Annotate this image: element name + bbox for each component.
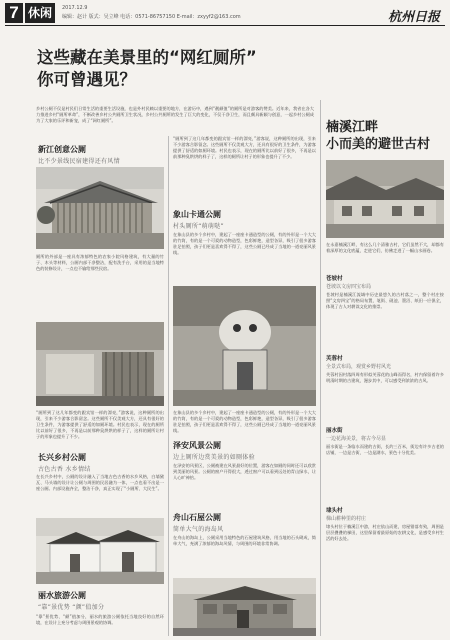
right-sub2-text: 芙蓉村因村落四周有形似芙蓉花的山峰而得名，村内保留着许多明清时期的古建筑，漫步其中，可以感受到浓浓的古风。: [326, 372, 444, 384]
photo-xiangshan: [173, 286, 316, 406]
paper-name: 杭州日报: [387, 10, 440, 25]
page-headline: [37, 47, 437, 91]
section-title-xinjiang: 新江创意公厕: [38, 145, 86, 154]
right-headline: [326, 119, 444, 153]
column-divider-2: [320, 100, 321, 636]
lishui-text: “靠”景优势、“颜”值加分，丽水的旅游公厕依托当地良好的自然环境，在设计上充分考虑与周围景观的协调。: [36, 614, 164, 626]
section-subtitle-xiangshan: 村头厕所“萌萌哒”: [173, 223, 224, 230]
photo-xinjiang-interior: [36, 322, 164, 406]
xinjiang-text-2: “厕所到了这几年都变的跟宾馆一样的漂亮，”游客说，这种厕所的出现，引来不少游客合影留念。这些厕所不仅美观大方，还具有很好的卫生条件，为游客提供了舒适的如厕环境。村民也表示，现在的厕所比以前好了很多，不再是以前那种臭烘烘的样子了，这样的厕所让村子的形象也提升了不少。: [36, 410, 164, 440]
headline-line-1: 这些藏在美景里的“网红厕所”: [37, 48, 257, 67]
right-sub1-subtitle: 苍坡以文房四宝布局: [326, 284, 372, 290]
mid-continued-text: “厕所到了这几年都变的跟宾馆一样的漂亮，”游客说，这种厕所的出现，引来不少游客合影留念。这些厕所不仅美观大方，还具有很好的卫生条件，为游客提供了舒适的如厕环境。村民也表示，现在的厕所比以前好了很多，不再是以前那种臭烘烘的样子了，这样的厕所让村子的形象也提升了不少。: [173, 136, 316, 160]
editor-info: 编辑：赵计 版式：吴立峰 电话：0571-86757150 E-mail：zxyyf2@163.com: [62, 14, 241, 20]
right-sub1-text: 苍坡村是楠溪江流域中历史最悠久的古村落之一，整个村庄按照“文房四宝”的格局布置，笔街、砚池、墨沼、纸田一应俱全，体现了古人对耕读文化的推崇。: [326, 292, 444, 310]
zeanpai-text: 在泽安的风景区，公厕被建在风景最好的位置，游客在如厕的同时还可以欣赏到美丽的风景。公厕的窗户开得很大，透过窗户可以看到远处的青山绿水，让人心旷神怡。: [173, 463, 316, 481]
section-subtitle-lishui: “靠”景优势 “颜”值加分: [38, 604, 105, 611]
right-sub4-text: 埭头村位于楠溪江中游，村庄依山而建，房屋错落有致，周围是层层叠叠的梯田，这里保留着最原始的农耕文化，是感受乡村生活的好去处。: [326, 524, 444, 542]
xiangshan-text: 在象山县的多个乡村中，建起了一座座卡通造型的公厕，有的外形是一个大大的竹筒，有的是一个可爱的动物造型，色彩鲜艳，造型各异，吸引了很多游客驻足拍照，孩子们更是喜欢得不得了，这些公厕已经成了当地的一道亮丽风景线。: [173, 232, 316, 256]
column-divider-1: [168, 136, 169, 636]
page-number: 7: [5, 3, 23, 23]
photo-changxing: [36, 518, 164, 584]
intro-text: 乡村公厕不仅是村民们日常生活的重要生活设施，也是外村民赖以重要的地方，在游历中，遇到“靓颜值”的厕所是对游客的赞美。近年来，我省在各大力推进乡村“厕所革命”，不断改善乡村公共厕所卫生状况，乡村公共厕所的发生了巨大的变化，不仅干净卫生，而且颇具新颖与创意，一起乡村公厕成为了大家的乐评和新宠，成了“网红厕所”。: [36, 106, 314, 124]
xiangshan-text-2: 在象山县的多个乡村中，建起了一座座卡通造型的公厕，有的外形是一个大大的竹筒，有的是一个可爱的动物造型，色彩鲜艳，造型各异，吸引了很多游客驻足拍照，孩子们更是喜欢得不得了，这些公厕已经成了当地的一道亮丽风景线。: [173, 410, 316, 434]
right-sub3-subtitle: 一边花海美景，将古今尽显: [326, 436, 387, 442]
changxing-text: 在长兴乡村中，公厕的设计融入了当地古色古香的水乡风格，白墙黛瓦、马头墙的设计让公厕与周围的民居融为一体，一点也看不出是一座公厕。内部设施齐全，整洁干净，真正实现了“小厕所、大民生”。: [36, 474, 164, 492]
right-headline-line-1: 楠溪江畔: [326, 120, 379, 135]
section-subtitle-zhoushan: 简单大气的海岛风: [173, 526, 224, 533]
section-subtitle-changxing: 古色古香 水乡情结: [38, 466, 91, 473]
section-subtitle-xinjiang: 比不少景线民宿建得还有风情: [38, 158, 120, 165]
zhoushan-text: 在舟山的海岛上，公厕采用当地特色的石屋建筑风格，用当地的石头砌成，简单大气，充满了浓郁的海岛风情，与周围的环境非常协调。: [173, 535, 316, 547]
right-sub3-text: 丽水街是一条临水而建的古街，长约三百米，街边有许多古老的店铺，一边是古街，一边是湖水，景色十分优美。: [326, 444, 444, 456]
right-sub2-subtitle: 全景式布局，观赏乡野村风光: [326, 364, 392, 370]
xinjiang-text: 厕所的外部是一座具有浓郁特色的农家小院风格建筑，有大量的竹子、木头等材料，公厕内部干净整洁，配有洗手台，采用的是当地特色的装修设计，一点也不输给那些民宿。: [36, 254, 164, 272]
right-sub1-title: 苍坡村: [326, 276, 343, 282]
section-title-xiangshan: 象山卡通公厕: [173, 210, 221, 219]
right-sub4-title: 埭头村: [326, 508, 343, 514]
headline-line-2: 你可曾遇见？: [37, 70, 136, 89]
right-headline-line-2: 小而美的避世古村: [326, 137, 431, 152]
top-rule: [5, 25, 445, 26]
right-sub4-subtitle: 梯山耕种里的村庄: [326, 516, 367, 522]
section-title-zeanpai: 泽安风景公厕: [173, 441, 221, 450]
photo-zhoushan: [173, 578, 316, 636]
right-sub3-title: 丽水街: [326, 428, 343, 434]
issue-date: 2017.12.9: [62, 5, 88, 11]
masthead: [0, 0, 450, 28]
photo-nanxi-village: [326, 160, 444, 238]
photo-xinjiang-toilet: [36, 167, 164, 249]
section-title-zhoushan: 舟山石屋公厕: [173, 513, 221, 522]
section-title-lishui: 丽水旅游公厕: [38, 591, 86, 600]
section-title-changxing: 长兴乡村公厕: [38, 453, 86, 462]
section-subtitle-zeanpai: 边上厕所边赏美景的如厕体验: [173, 454, 255, 461]
right-sub2-title: 芙蓉村: [326, 356, 343, 362]
section-tag: 休闲: [25, 3, 55, 23]
right-intro: 在永嘉楠溪江畔，有这么几个清雅古村，它们虽然不大，却都有着深厚的文化底蕴，走进它们，仿佛走进了一幅山水画卷。: [326, 242, 444, 254]
